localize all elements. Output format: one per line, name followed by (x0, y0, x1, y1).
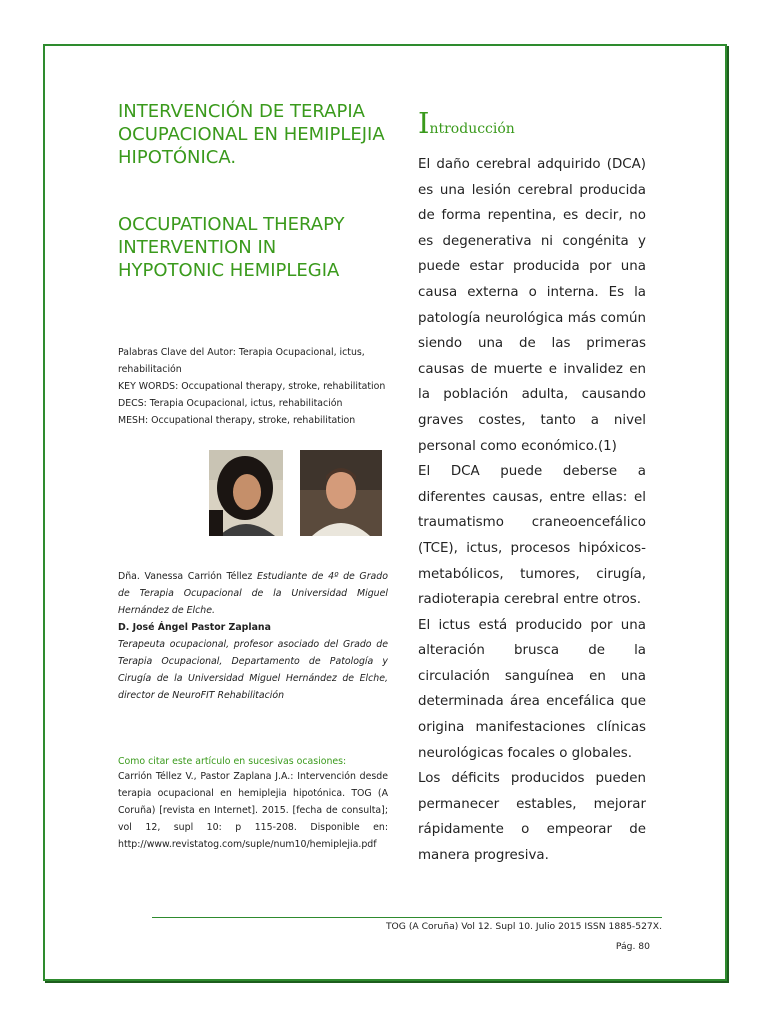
keywords-decs: DECS: Terapia Ocupacional, ictus, rehabilitación (118, 398, 343, 409)
author-2-role: Terapeuta ocupacional, profesor asociado del Grado de Terapia Ocupacional, Departamento de Patología y Cirugía de la Universidad Miguel Hernández de Elche, director de NeuroFIT Rehabilitación (118, 639, 388, 701)
intro-paragraph: El daño cerebral adquirido (DCA) es una lesión cerebral producida de forma repentina, es decir, no es degenerativa ni congénita y puede estar producida por una causa externa o interna. Es la patología neurológica más común siendo una de las primeras causas de muerte e invalidez en la población adulta, causando graves costes, tanto a nivel personal como económico.(1) (418, 157, 646, 454)
introduction-body (418, 152, 646, 869)
citation-heading: Como citar este artículo en sucesivas ocasiones: (118, 756, 347, 767)
intro-paragraph: Los déficits producidos pueden permanecer estables, mejorar rápidamente o empeorar de manera progresiva. (418, 771, 646, 864)
article-title-spanish: INTERVENCIÓN DE TERAPIA OCUPACIONAL EN HEMIPLEJIA HIPOTÓNICA. (118, 101, 385, 168)
author-2-name: D. José Ángel Pastor Zaplana (118, 622, 271, 633)
authors-block (118, 568, 388, 704)
article-title-english: OCCUPATIONAL THERAPY INTERVENTION IN HYPOTONIC HEMIPLEGIA (118, 214, 345, 281)
keywords-block (118, 344, 388, 429)
intro-paragraph: El ictus está producido por una alteración brusca de la circulación sanguínea en una determinada área encefálica que origina manifestaciones clínicas neurológicas focales o globales. (418, 617, 646, 761)
footer-journal-info: TOG (A Coruña) Vol 12. Supl 10. Julio 2015 ISSN 1885-527X. (385, 921, 662, 932)
footer-divider (152, 917, 662, 918)
intro-paragraph: El DCA puede deberse a diferentes causas, entre ellas: el traumatismo craneoencefálico (TCE), ictus, procesos hipóxicos-metabólicos, tumores, cirugía, radioterapia cerebral entre otros. (418, 464, 646, 608)
keywords-mesh: MESH: Occupational therapy, stroke, rehabilitation (118, 415, 356, 426)
introduction-heading (418, 106, 515, 140)
page-number: Pág. 80 (615, 941, 650, 952)
keywords-author: Palabras Clave del Autor: Terapia Ocupacional, ictus, rehabilitación (118, 347, 365, 375)
introduction-heading-rest: ntroducción (429, 121, 515, 137)
introduction-heading-initial: I (418, 106, 430, 140)
author-photo-vanessa (209, 450, 283, 536)
keywords-english: KEY WORDS: Occupational therapy, stroke, rehabilitation (118, 381, 386, 392)
author-photo-jose (300, 450, 382, 536)
author-1-name: Dña. Vanessa Carrión Téllez (118, 571, 253, 582)
citation-text: Carrión Téllez V., Pastor Zaplana J.A.: Intervención desde terapia ocupacional en hemiplejia hipotónica. TOG (A Coruña) [revista en Internet]. 2015. [fecha de consulta]; vol 12, supl 10: p 115-208. Disponible en: http://www.revistatog.com/suple/num10/hemiplejia.pdf (118, 771, 388, 850)
author-1-role: Estudiante de 4º de Grado de Terapia Ocupacional de la Universidad Miguel Hernández de Elche. (118, 571, 388, 616)
